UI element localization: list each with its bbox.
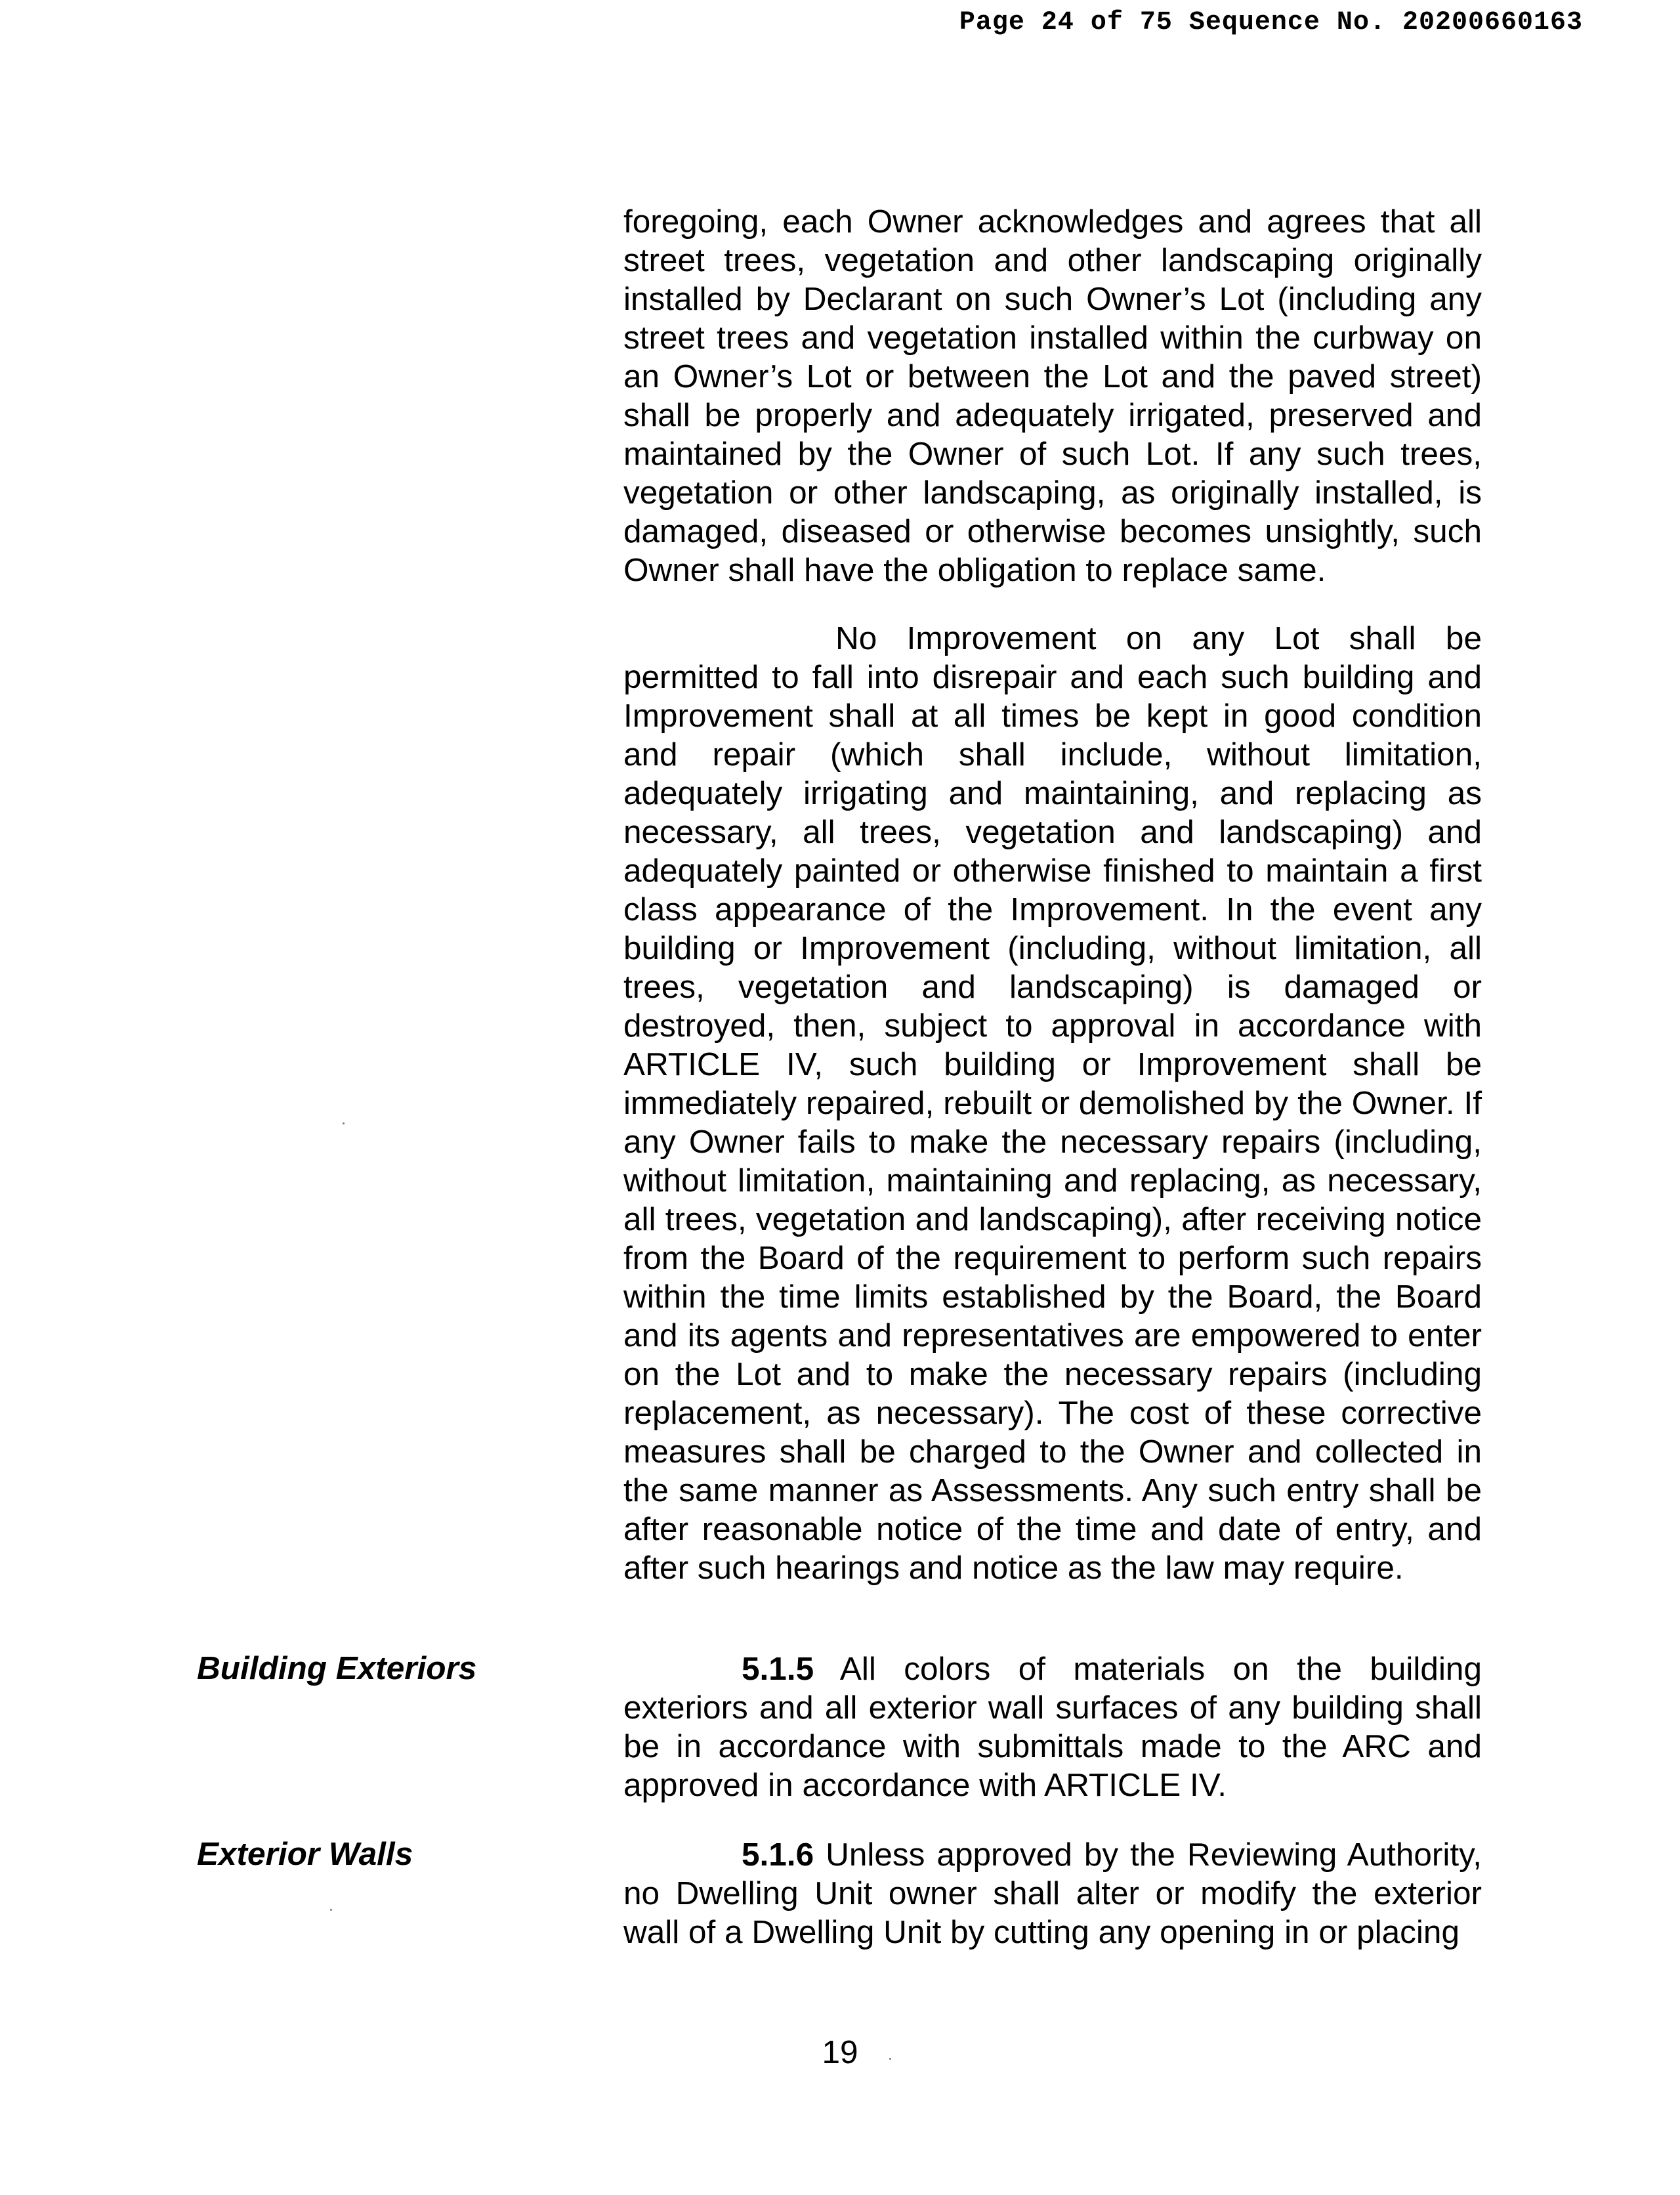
paragraph-maintenance [623,619,1482,1587]
section-text: Unless approved by the Reviewing Authority, no Dwelling Unit owner shall alter or modify the exterior wall of a Dwelling Unit by cutting any opening in or placing [623,1837,1482,1950]
section-5-1-6 [623,1835,1482,1951]
scan-speck [330,1909,332,1911]
section-text: All colors of materials on the building exteriors and all exterior wall surfaces of any building shall be in accordance with submittals made to the ARC and approved in accordance with ARTICLE IV. [623,1651,1482,1803]
section-number: 5.1.6 [742,1837,814,1873]
side-heading-building-exteriors: Building Exteriors [197,1650,477,1686]
paragraph-maintenance-text: No Improvement on any Lot shall be permitted to fall into disrepair and each such building and Improvement shall at all times be kept in good condition and repair (which shall include, without limitation, adequately irrigating and maintaining, and replacing as necessary, all trees, vegetation and landscaping) and adequately painted or otherwise finished to maintain a first class appearance of the Improvement. In the event any building or Improvement (including, without limitation, all trees, vegetation and landscaping) is damaged or destroyed, then, subject to approval in accordance with ARTICLE IV, such building or Improvement shall be immediately repaired, rebuilt or demolished by the Owner. If any Owner fails to make the necessary repairs (including, without limitation, maintaining and replacing, as necessary, all trees, vegetation and landscaping), after receiving notice from the Board of the requirement to perform such repairs within the time limits established by the Board, the Board and its agents and representatives are empowered to enter on the Lot and to make the necessary repairs (including replacement, as necessary). The cost of these corrective measures shall be charged to the Owner and collected in the same manner as Assessments. Any such entry shall be after reasonable notice of the time and date of entry, and after such hearings and notice as the law may require. [623,620,1482,1586]
section-5-1-5 [623,1650,1482,1804]
side-heading-exterior-walls: Exterior Walls [197,1836,413,1872]
scan-speck [343,1122,345,1124]
paragraph-landscaping: foregoing, each Owner acknowledges and agrees that all street trees, vegetation and other landscaping originally installed by Declarant on such Owner’s Lot (including any street trees and vegetation installed within the curbway on an Owner’s Lot or between the Lot and the paved street) shall be properly and adequately irrigated, preserved and maintained by the Owner of such Lot. If any such trees, vegetation or other landscaping, as originally installed, is damaged, diseased or otherwise becomes unsightly, such Owner shall have the obligation to replace same. [623,203,1482,588]
page-header: Page 24 of 75 Sequence No. 20200660163 [959,8,1583,37]
page-number: 19 [822,2034,858,2070]
scan-speck [889,2058,891,2060]
section-number: 5.1.5 [742,1651,814,1687]
